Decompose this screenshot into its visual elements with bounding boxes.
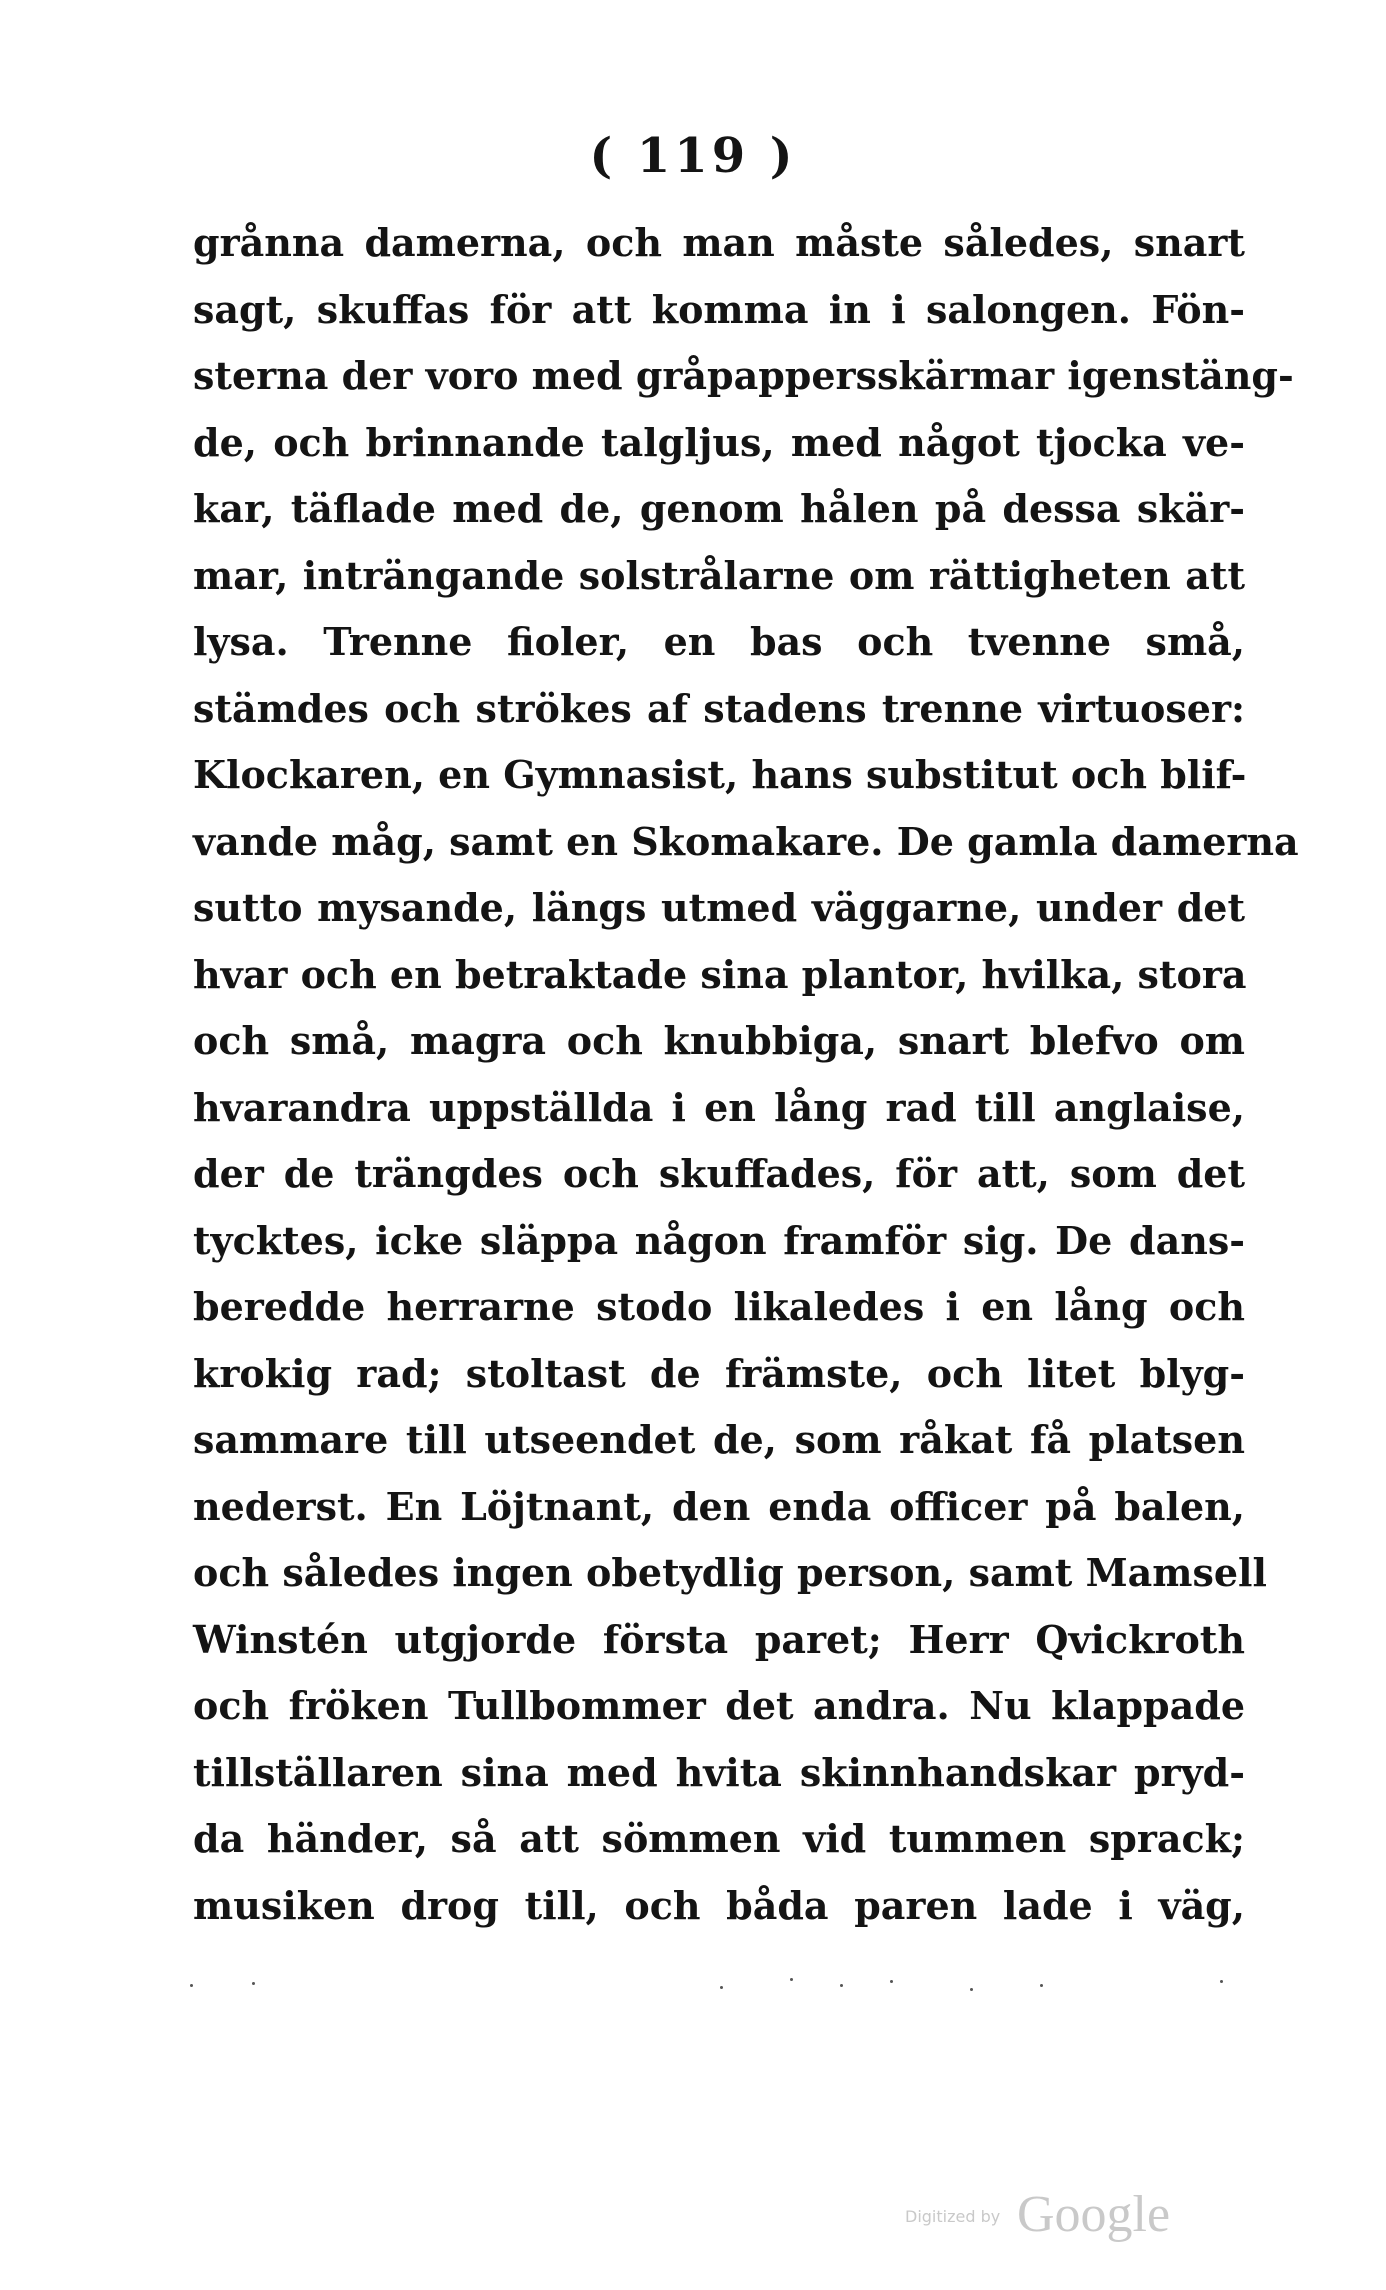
print-speckles (180, 1970, 1260, 2000)
text-line: de, och brinnande talgljus, med något tjocka ve- (193, 419, 1245, 465)
text-line: beredde herrarne stodo likaledes i en lång och (193, 1284, 1245, 1329)
text-line: tycktes, icke släppa någon framför sig. De dans- (193, 1217, 1245, 1263)
text-line: lysa. Trenne fioler, en bas och tvenne små, (193, 619, 1245, 664)
speck (252, 1982, 255, 1985)
watermark-brand: Google (1017, 2186, 1171, 2243)
text-line: sutto mysande, längs utmed väggarne, under det (193, 885, 1245, 930)
text-line: hvarandra uppställda i en lång rad till anglaise, (193, 1084, 1245, 1130)
digitized-watermark (905, 2185, 1205, 2245)
speck (840, 1984, 843, 1987)
text-line: da händer, så att sömmen vid tummen sprack; (193, 1816, 1245, 1861)
text-line: mar, inträngande solstrålarne om rättigheten att (193, 552, 1245, 598)
text-line: och små, magra och knubbiga, snart blefvo om (193, 1018, 1245, 1063)
text-line: stämdes och strökes af stadens trenne virtuoser: (193, 685, 1245, 731)
text-line: sagt, skuffas för att komma in i salongen. Fön- (193, 286, 1245, 332)
text-line: krokig rad; stoltast de främste, och litet blyg- (193, 1350, 1245, 1396)
speck (790, 1978, 793, 1981)
speck (190, 1984, 193, 1987)
speck (1220, 1980, 1223, 1983)
text-line: der de trängdes och skuffades, för att, som det (193, 1151, 1245, 1196)
text-line: tillställaren sina med hvita skinnhandskar pryd- (193, 1749, 1245, 1795)
text-line: sammare till utseendet de, som råkat få platsen (193, 1417, 1245, 1462)
text-line: och fröken Tullbommer det andra. Nu klappade (193, 1683, 1245, 1728)
text-line: musiken drog till, och båda paren lade i väg, (193, 1882, 1245, 1928)
text-line: Klockaren, en Gymnasist, hans substitut och blif- (193, 752, 1247, 797)
body-text (193, 210, 1299, 1939)
text-line: sterna der voro med gråpappersskärmar igenstäng- (193, 353, 1294, 398)
text-line: vande måg, samt en Skomakare. De gamla damerna (193, 818, 1299, 864)
text-line: kar, täflade med de, genom hålen på dessa skär- (193, 486, 1245, 531)
speck (890, 1980, 893, 1983)
text-line: grånna damerna, och man måste således, snart (193, 220, 1245, 265)
text-line: nederst. En Löjtnant, den enda officer på balen, (193, 1483, 1245, 1529)
text-line: hvar och en betraktade sina plantor, hvilka, stora (193, 951, 1247, 997)
text-line: Winstén utgjorde första paret; Herr Qvickroth (193, 1616, 1245, 1662)
speck (1040, 1984, 1043, 1987)
text-line: och således ingen obetydlig person, samt Mamsell (193, 1550, 1267, 1595)
watermark-prefix: Digitized by (905, 2207, 1001, 2226)
speck (720, 1986, 723, 1989)
speck (970, 1988, 973, 1991)
page-number: ( 119 ) (589, 128, 797, 184)
